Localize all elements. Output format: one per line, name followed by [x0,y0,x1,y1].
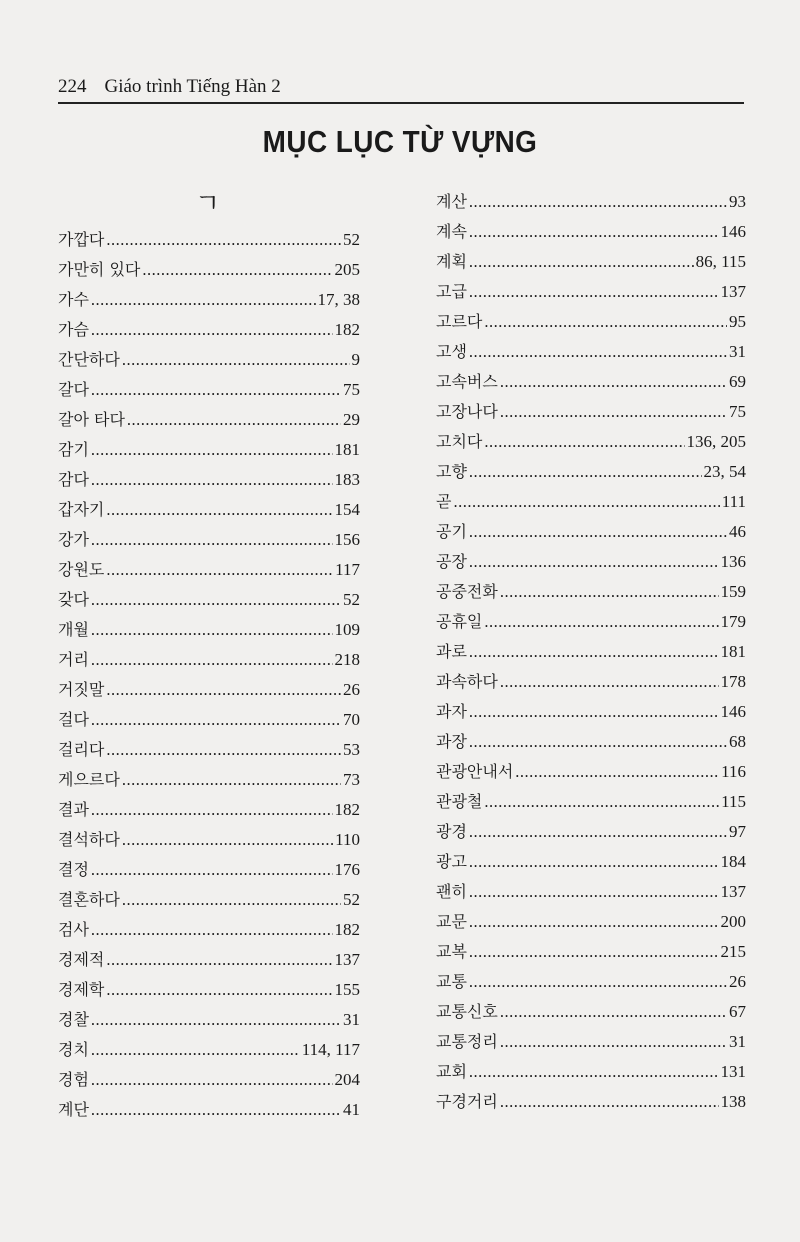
entry-word: 교복 [436,942,467,961]
entry-pages: 137 [334,950,360,969]
index-entry [436,847,746,877]
entry-word: 경제학 [58,980,105,999]
dot-leader [91,1005,341,1035]
dot-leader [106,495,332,525]
entry-pages: 182 [334,920,360,939]
entry-word: 검사 [58,920,89,939]
index-entry [436,907,746,937]
dot-leader [469,637,719,667]
dot-leader [469,847,719,877]
entry-word: 곧 [436,492,452,511]
entry-word: 갖다 [58,590,89,609]
index-entry [436,277,746,307]
dot-leader [469,1057,719,1087]
dot-leader [106,225,341,255]
entry-pages: 131 [720,1062,746,1081]
index-entry [436,577,746,607]
entry-word: 가만히 있다 [58,260,141,279]
dot-leader [91,1095,341,1125]
entry-word: 감기 [58,440,89,459]
dot-leader [91,375,341,405]
entry-word: 결정 [58,860,89,879]
index-entry [436,1087,746,1117]
index-entry [436,217,746,247]
entry-pages: 181 [334,440,360,459]
entry-pages: 29 [343,410,360,429]
entry-word: 공휴일 [436,612,483,631]
entry-word: 교통신호 [436,1002,498,1021]
entry-pages: 205 [334,260,360,279]
entry-pages: 178 [720,672,746,691]
index-entry [58,315,360,345]
entry-word: 고치다 [436,432,483,451]
entry-word: 계단 [58,1100,89,1119]
entry-word: 과속하다 [436,672,498,691]
entry-pages: 215 [720,942,746,961]
page-title: MỤC LỤC TỪ VỰNG [262,124,538,159]
index-entry [436,367,746,397]
dot-leader [91,285,316,315]
entry-word: 괜히 [436,882,467,901]
entry-word: 공장 [436,552,467,571]
dot-leader [91,315,333,345]
index-entry [58,1095,360,1125]
dot-leader [122,345,350,375]
index-entry [436,397,746,427]
index-entry [436,997,746,1027]
index-entry [58,225,360,255]
index-entry [436,1057,746,1087]
index-entry [58,555,360,585]
entry-word: 고생 [436,342,467,361]
dot-leader [484,427,684,457]
entry-pages: 146 [720,222,746,241]
index-entry [58,735,360,765]
entry-word: 경치 [58,1040,89,1059]
entry-word: 과로 [436,642,467,661]
index-entry [58,765,360,795]
entry-pages: 86, 115 [695,252,746,271]
entry-pages: 69 [729,372,746,391]
index-entry [436,697,746,727]
entry-word: 관광안내서 [436,762,514,781]
entry-pages: 204 [334,1070,360,1089]
dot-leader [484,307,727,337]
index-entry [58,435,360,465]
entry-word: 고장나다 [436,402,498,421]
dot-leader [106,975,332,1005]
entry-word: 계산 [436,192,467,211]
dot-leader [469,727,727,757]
entry-word: 강원도 [58,560,105,579]
dot-leader [106,555,333,585]
entry-word: 거리 [58,650,89,669]
dot-leader [91,1065,333,1095]
entry-pages: 182 [334,320,360,339]
dot-leader [91,705,341,735]
dot-leader [106,675,341,705]
entry-pages: 218 [334,650,360,669]
entry-word: 고향 [436,462,467,481]
page-number: 224 [58,76,87,97]
entry-pages: 23, 54 [703,462,746,481]
entry-pages: 200 [720,912,746,931]
index-entry [436,187,746,217]
entry-pages: 110 [335,830,360,849]
index-entry [436,337,746,367]
entry-pages: 182 [334,800,360,819]
entry-word: 걸다 [58,710,89,729]
dot-leader [469,817,727,847]
entry-pages: 31 [343,1010,360,1029]
entry-word: 가슴 [58,320,89,339]
entry-word: 계획 [436,252,467,271]
dot-leader [91,585,341,615]
index-entry [436,937,746,967]
index-entry [436,427,746,457]
index-column-right [436,187,746,1117]
entry-word: 게으르다 [58,770,120,789]
entry-pages: 115 [721,792,746,811]
dot-leader [469,247,694,277]
index-entry [436,517,746,547]
dot-leader [453,487,719,517]
dot-leader [469,697,719,727]
entry-pages: 41 [343,1100,360,1119]
entry-pages: 137 [720,882,746,901]
dot-leader [469,277,719,307]
entry-word: 간단하다 [58,350,120,369]
index-entry [436,457,746,487]
dot-leader [469,937,719,967]
index-entry [58,255,360,285]
entry-word: 교통정리 [436,1032,498,1051]
dot-leader [91,855,333,885]
dot-leader [91,525,333,555]
dot-leader [91,465,333,495]
entry-pages: 138 [720,1092,746,1111]
index-entry [58,915,360,945]
index-entry [58,1005,360,1035]
dot-leader [500,397,727,427]
index-column-left [58,225,360,1125]
entry-word: 광경 [436,822,467,841]
entry-pages: 9 [351,350,360,369]
entry-pages: 137 [720,282,746,301]
entry-pages: 114, 117 [301,1040,360,1059]
index-entry [436,967,746,997]
entry-word: 갑자기 [58,500,105,519]
dot-leader [469,877,719,907]
dot-leader [142,255,332,285]
dot-leader [122,885,341,915]
entry-pages: 53 [343,740,360,759]
entry-word: 가수 [58,290,89,309]
index-entry [58,285,360,315]
entry-word: 경제적 [58,950,105,969]
index-entry [58,675,360,705]
entry-pages: 184 [720,852,746,871]
dot-leader [500,1087,719,1117]
entry-word: 광고 [436,852,467,871]
index-entry [58,375,360,405]
entry-word: 거짓말 [58,680,105,699]
dot-leader [122,765,341,795]
index-entry [436,307,746,337]
entry-pages: 75 [729,402,746,421]
section-letter: ㄱ [195,189,221,219]
dot-leader [106,735,341,765]
entry-word: 교회 [436,1062,467,1081]
entry-word: 관광철 [436,792,483,811]
entry-word: 과자 [436,702,467,721]
index-entry [58,945,360,975]
entry-pages: 176 [334,860,360,879]
entry-pages: 31 [729,342,746,361]
entry-pages: 17, 38 [317,290,360,309]
index-entry [436,487,746,517]
dot-leader [91,1035,300,1065]
running-header [58,76,744,104]
entry-pages: 146 [720,702,746,721]
entry-word: 개월 [58,620,89,639]
index-entry [58,345,360,375]
entry-word: 걸리다 [58,740,105,759]
index-entry [436,1027,746,1057]
index-entry [436,877,746,907]
entry-pages: 26 [729,972,746,991]
index-entry [58,705,360,735]
index-entry [58,465,360,495]
dot-leader [469,187,727,217]
dot-leader [469,547,719,577]
entry-word: 갈다 [58,380,89,399]
entry-pages: 181 [720,642,746,661]
entry-word: 구경거리 [436,1092,498,1111]
entry-pages: 46 [729,522,746,541]
entry-pages: 52 [343,590,360,609]
entry-word: 고르다 [436,312,483,331]
entry-pages: 93 [729,192,746,211]
dot-leader [469,517,727,547]
entry-word: 감다 [58,470,89,489]
index-entry [58,615,360,645]
index-entry [58,645,360,675]
index-entry [436,817,746,847]
index-entry [58,525,360,555]
dot-leader [484,787,719,817]
entry-word: 경찰 [58,1010,89,1029]
index-entry [58,405,360,435]
entry-pages: 136, 205 [686,432,746,451]
entry-pages: 26 [343,680,360,699]
entry-word: 강가 [58,530,89,549]
entry-pages: 75 [343,380,360,399]
entry-word: 가깝다 [58,230,105,249]
index-entry [58,495,360,525]
index-entry [436,247,746,277]
dot-leader [500,667,719,697]
dot-leader [484,607,718,637]
entry-pages: 109 [334,620,360,639]
dot-leader [127,405,341,435]
entry-pages: 154 [334,500,360,519]
dot-leader [91,915,333,945]
entry-word: 결석하다 [58,830,120,849]
dot-leader [469,337,727,367]
dot-leader [91,435,333,465]
dot-leader [91,795,333,825]
entry-word: 과장 [436,732,467,751]
index-entry [436,727,746,757]
dot-leader [500,577,719,607]
entry-pages: 52 [343,890,360,909]
entry-word: 결과 [58,800,89,819]
index-entry [58,855,360,885]
dot-leader [515,757,719,787]
entry-pages: 155 [334,980,360,999]
entry-word: 결혼하다 [58,890,120,909]
index-entry [58,825,360,855]
dot-leader [500,1027,727,1057]
index-entry [436,637,746,667]
dot-leader [469,967,727,997]
entry-pages: 111 [721,492,746,511]
dot-leader [106,945,332,975]
entry-pages: 116 [721,762,746,781]
entry-word: 공기 [436,522,467,541]
entry-pages: 97 [729,822,746,841]
entry-word: 교문 [436,912,467,931]
index-entry [436,547,746,577]
entry-pages: 156 [334,530,360,549]
index-entry [436,757,746,787]
entry-pages: 31 [729,1032,746,1051]
entry-pages: 95 [729,312,746,331]
index-entry [436,667,746,697]
index-entry [58,795,360,825]
index-entry [58,585,360,615]
entry-pages: 67 [729,1002,746,1021]
dot-leader [500,367,727,397]
entry-pages: 179 [720,612,746,631]
index-entry [58,1035,360,1065]
entry-word: 고급 [436,282,467,301]
entry-word: 경험 [58,1070,89,1089]
dot-leader [122,825,333,855]
index-entry [58,975,360,1005]
index-entry [58,885,360,915]
entry-pages: 70 [343,710,360,729]
dot-leader [91,615,333,645]
index-entry [436,607,746,637]
entry-pages: 73 [343,770,360,789]
entry-word: 계속 [436,222,467,241]
dot-leader [469,217,719,247]
entry-pages: 68 [729,732,746,751]
entry-word: 갈아 타다 [58,410,125,429]
entry-pages: 159 [720,582,746,601]
index-entry [58,1065,360,1095]
index-entry [436,787,746,817]
entry-word: 교통 [436,972,467,991]
entry-pages: 52 [343,230,360,249]
entry-pages: 117 [335,560,360,579]
entry-pages: 183 [334,470,360,489]
entry-word: 고속버스 [436,372,498,391]
dot-leader [500,997,727,1027]
entry-pages: 136 [720,552,746,571]
dot-leader [91,645,333,675]
book-title: Giáo trình Tiếng Hàn 2 [104,76,281,97]
entry-word: 공중전화 [436,582,498,601]
dot-leader [469,907,719,937]
dot-leader [469,457,702,487]
